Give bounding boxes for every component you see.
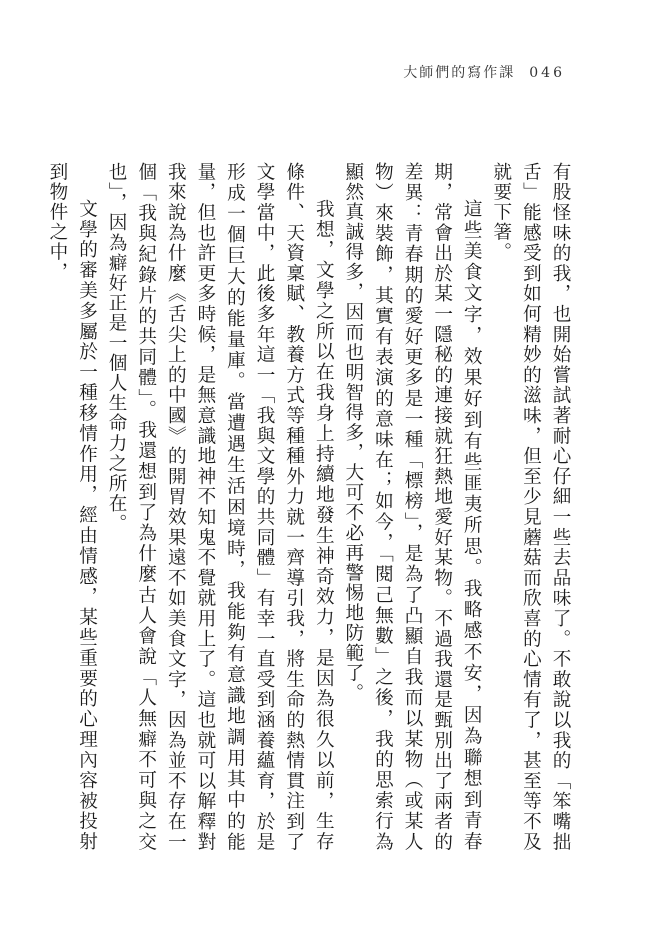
book-title: 大師們的寫作課	[403, 65, 516, 81]
paragraph: 這些美食文字，效果好到有些匪夷所思。我略感不安，因為聯想到青春期，常會出於某一隱秘的連接就狂熱地愛好某物。不過我還是甄別出了兩者的差異：青春期的愛好更多是一種「標榜」，是為了凸顯自我而以某物（或某人物）來裝飾，其實有表演的意味在；如今，「閱己無數」之後，我的思索行為顯然真誠得多，因而也明智得多，大可不必再警惕地防範了。	[342, 162, 483, 852]
page-body	[46, 162, 575, 852]
paragraph: 文學的審美多屬於一種移情作用，經由情感，某些重要的心理內容被投射到物件之中，	[46, 162, 98, 852]
paragraph: 有股怪味的我，也開始嘗試著耐心仔細一些去品味了。不敢說以我的「笨嘴拙舌」能感受到如何精妙的滋味，但至少見蘑菇而欣喜的心情有了，甚至等不及就要下箸。	[490, 162, 571, 852]
paragraph: 我想，文學之所以在我身上持續地發生神奇效力，是因為很久以前，生存條件、天資稟賦、教養方式等種種外力就一齊導引我，將生命的熱情貫注到了文學當中，此後多年這一「我與文學的共同體」有幸一直受到涵養蘊育，於是形成一個巨大的能量庫。當遭遇生活困境時，我能夠有意識地調用其中的能量，但也許更多時候，是無意識地神不知鬼不覺就用上了。這也就可以解釋對我來說為什麼《舌尖上的中國》的開胃效果遠不如美食文字，因為並不存在一個「我與紀錄片的共同體」。我還想到了為什麼古人會說「人無癖不可與之交也」，因為癖好正是一個人生命力之所在。	[106, 162, 335, 852]
running-header	[403, 62, 565, 82]
page-number: 046	[529, 65, 565, 81]
